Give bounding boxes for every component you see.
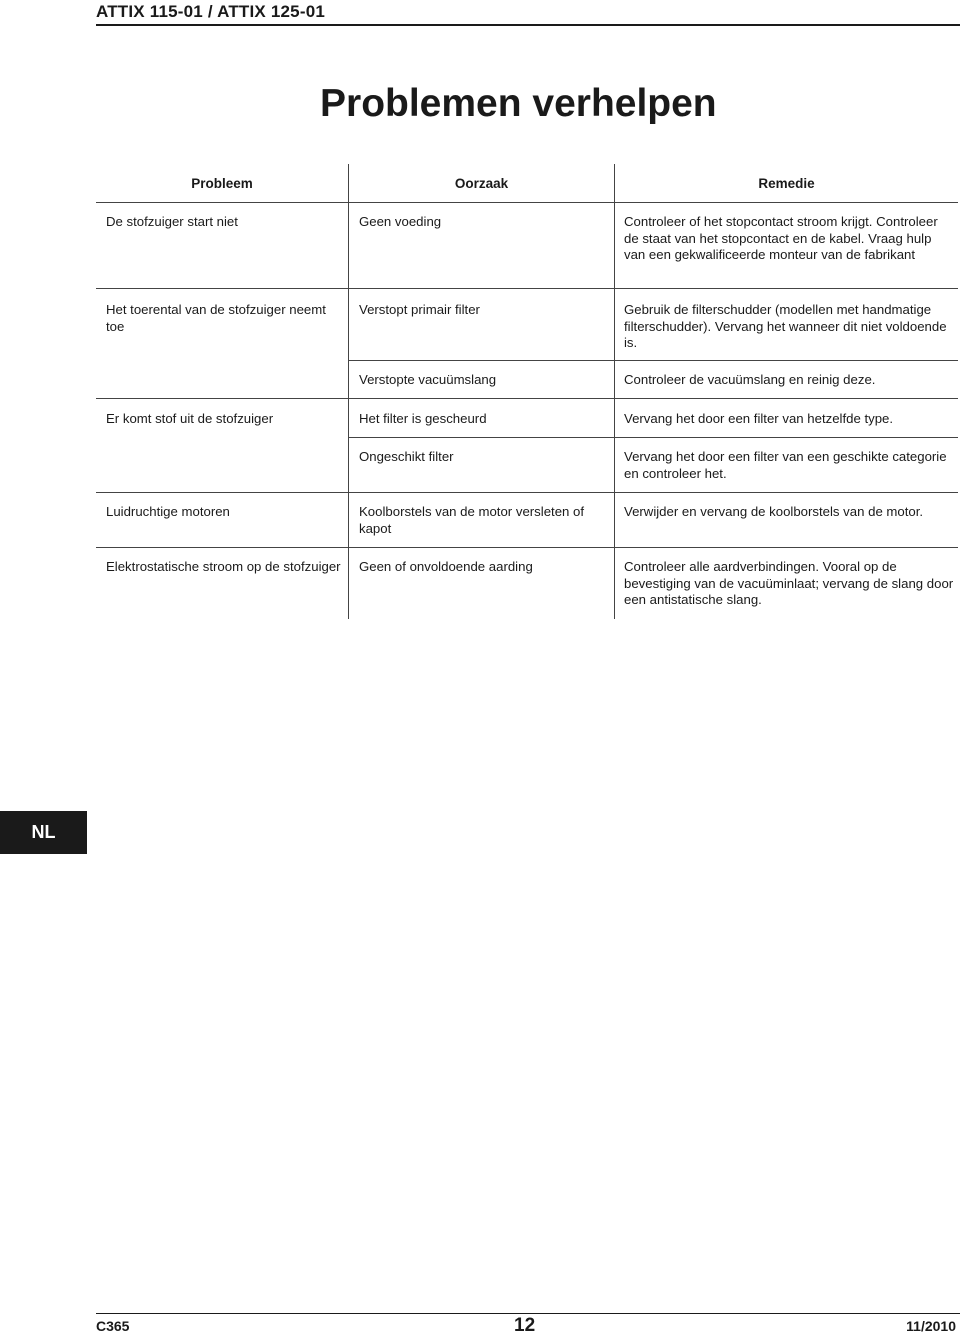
row-divider bbox=[348, 437, 958, 438]
problem-cell: Luidruchtige motoren bbox=[106, 504, 230, 519]
remedy-cell: Verwijder en vervang de koolborstels van de motor. bbox=[624, 504, 924, 519]
column-header-remedy: Remedie bbox=[758, 176, 815, 191]
footer-rule bbox=[96, 1313, 960, 1314]
header-title: ATTIX 115-01 / ATTIX 125-01 bbox=[96, 2, 326, 21]
column-divider bbox=[348, 164, 349, 619]
language-tab: NL bbox=[0, 811, 87, 854]
row-divider bbox=[96, 492, 958, 493]
page-number: 12 bbox=[514, 1315, 536, 1336]
cause-cell: Ongeschikt filter bbox=[359, 449, 454, 464]
footer-document-code: C365 bbox=[96, 1318, 130, 1334]
cause-cell: Geen voeding bbox=[359, 214, 442, 229]
problem-cell: Elektrostatische stroom op de stofzuiger bbox=[106, 559, 341, 574]
remedy-cell: Vervang het door een filter van hetzelfde type. bbox=[624, 411, 894, 426]
cause-cell: Verstopte vacuümslang bbox=[359, 372, 497, 387]
remedy-cell: Controleer of het stopcontact stroom krijgt. Controleer de staat van het stopcontact en de kabel. Vraag hulp van een gekwalificeerde monteur van de fabrikant bbox=[624, 214, 938, 262]
footer-date: 11/2010 bbox=[906, 1318, 956, 1334]
column-header-cause: Oorzaak bbox=[454, 176, 509, 191]
problem-cell: Het toerental van de stofzuiger neemt toe bbox=[106, 302, 326, 334]
column-header-problem: Probleem bbox=[191, 176, 253, 191]
row-divider bbox=[96, 547, 958, 548]
row-divider bbox=[96, 202, 958, 203]
header-rule bbox=[96, 24, 960, 26]
remedy-cell: Controleer alle aardverbindingen. Vooral op de bevestiging van de vacuüminlaat; vervang de slang door een antistatische slang. bbox=[624, 559, 954, 607]
remedy-cell: Vervang het door een filter van een geschikte categorie en controleer het. bbox=[624, 449, 947, 481]
remedy-cell: Controleer de vacuümslang en reinig deze. bbox=[624, 372, 876, 387]
problem-cell: Er komt stof uit de stofzuiger bbox=[106, 411, 274, 426]
cause-cell: Het filter is gescheurd bbox=[359, 411, 487, 426]
cause-cell: Verstopt primair filter bbox=[359, 302, 480, 317]
row-divider bbox=[96, 398, 958, 399]
cause-cell: Koolborstels van de motor versleten of kapot bbox=[359, 504, 585, 536]
problem-cell: De stofzuiger start niet bbox=[106, 214, 238, 229]
page-title: Problemen verhelpen bbox=[320, 82, 717, 125]
row-divider bbox=[96, 288, 958, 289]
row-divider bbox=[348, 360, 958, 361]
column-divider bbox=[614, 164, 615, 619]
troubleshooting-table bbox=[96, 164, 958, 619]
cause-cell: Geen of onvoldoende aarding bbox=[359, 559, 533, 574]
remedy-cell: Gebruik de filterschudder (modellen met handmatige filterschudder). Vervang het wanneer dit niet voldoende is. bbox=[624, 302, 947, 350]
